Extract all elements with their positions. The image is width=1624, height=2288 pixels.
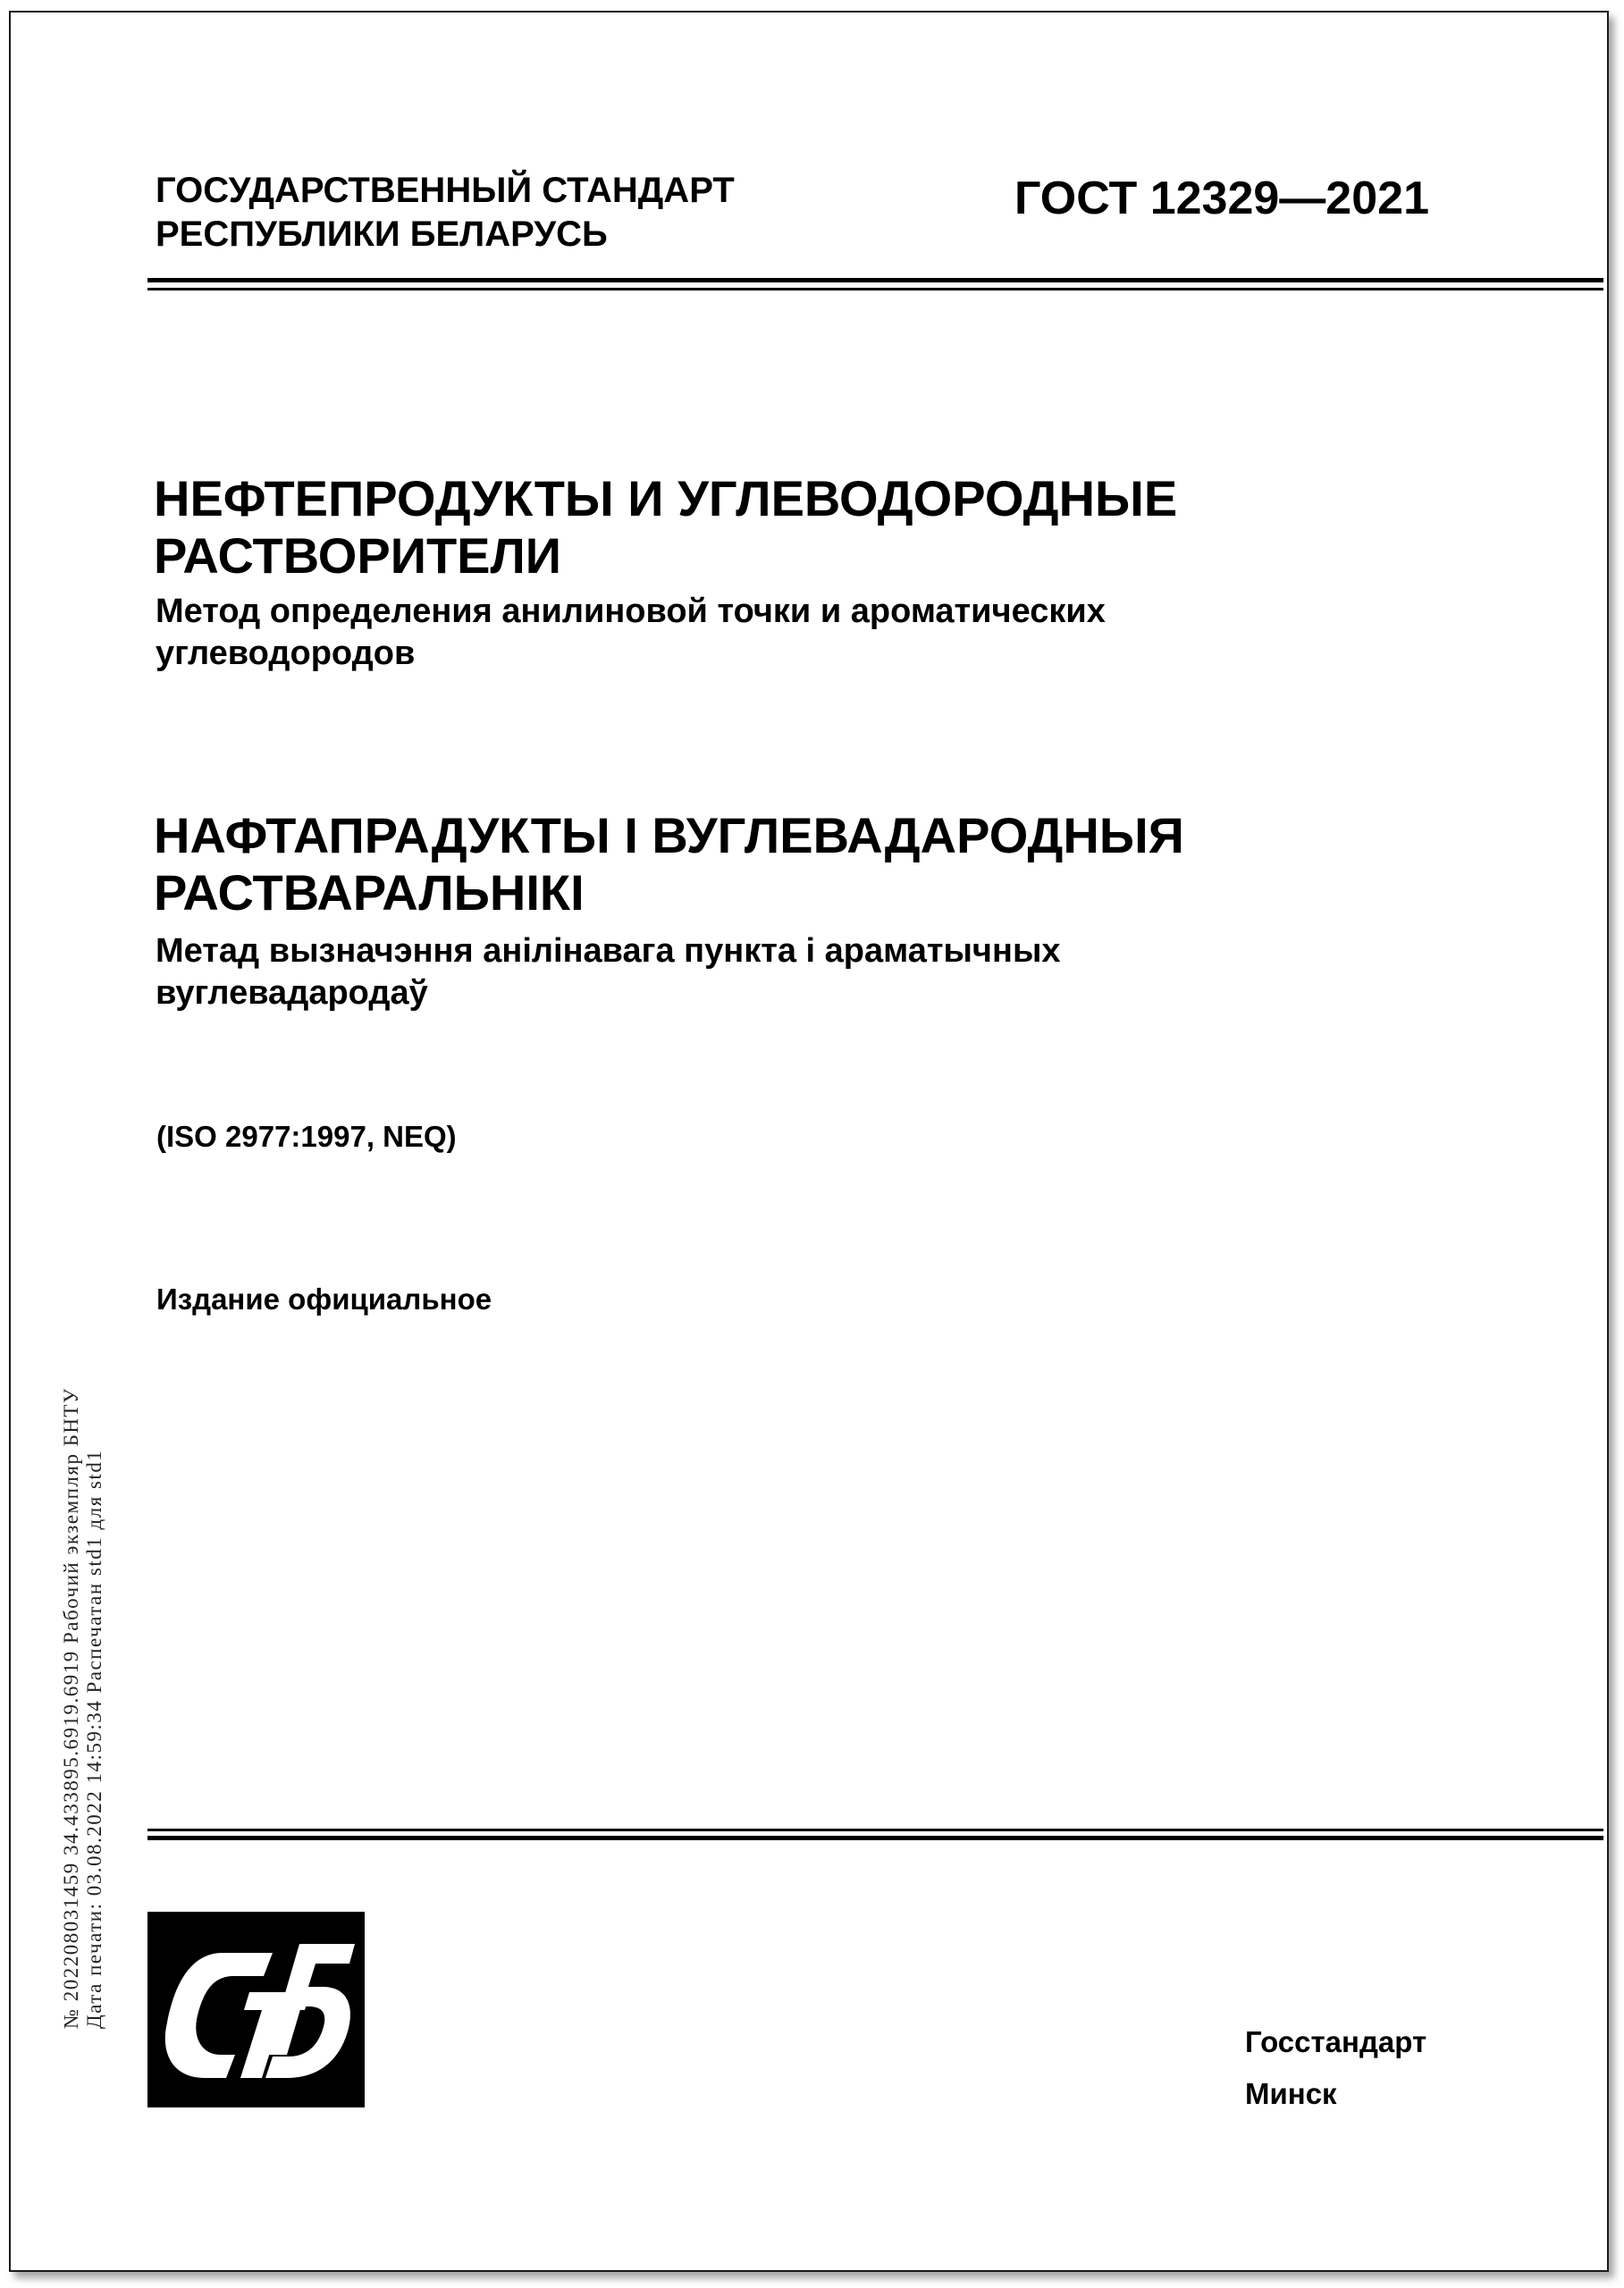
issuing-authority [156, 169, 735, 257]
title-ru-line-2: РАСТВОРИТЕЛИ [154, 527, 562, 584]
subtitle-ru-line-2: углеводородов [156, 635, 416, 672]
document-page [9, 11, 1609, 2272]
print-stamp-vertical [60, 1216, 146, 2029]
publisher-city: Минск [1245, 2077, 1337, 2110]
subtitle-russian [156, 591, 1106, 675]
gosstandart-logo-icon [147, 1912, 365, 2107]
standard-number: ГОСТ 12329—2021 [1014, 172, 1429, 224]
subtitle-ru-line-1: Метод определения анилиновой точки и ароматических [156, 593, 1106, 630]
title-ru-line-1: НЕФТЕПРОДУКТЫ И УГЛЕВОДОРОДНЫЕ [154, 470, 1178, 526]
publisher-name: Госстандарт [1245, 2025, 1427, 2058]
title-be-line-2: РАСТВАРАЛЬНІКІ [154, 864, 585, 921]
subtitle-belarusian [156, 930, 1061, 1014]
print-stamp-line-1: № 202208031459 34.433895.6919.6919 Рабочий экземпляр БНТУ [60, 1387, 82, 2029]
title-be-line-1: НАФТАПРАДУКТЫ І ВУГЛЕВАДАРОДНЫЯ [154, 807, 1184, 863]
edition-label: Издание официальное [156, 1283, 492, 1316]
subtitle-be-line-2: вуглевадародаў [156, 974, 428, 1012]
bottom-rule-thick [147, 1836, 1603, 1840]
print-stamp-line-2: Дата печати: 03.08.2022 14:59:34 Распечатан std1 для std1 [83, 1449, 105, 2029]
top-rule-thick [147, 278, 1603, 282]
top-rule-thin [147, 288, 1603, 290]
title-belarusian [154, 807, 1184, 921]
authority-line-1: ГОСУДАРСТВЕННЫЙ СТАНДАРТ [156, 171, 735, 210]
iso-reference: (ISO 2977:1997, NEQ) [156, 1120, 457, 1153]
authority-line-2: РЕСПУБЛИКИ БЕЛАРУСЬ [156, 214, 608, 254]
title-russian [154, 470, 1177, 585]
subtitle-be-line-1: Метад вызначэння анілінавага пункта і араматычных [156, 932, 1061, 970]
bottom-rule-thin [147, 1829, 1603, 1831]
